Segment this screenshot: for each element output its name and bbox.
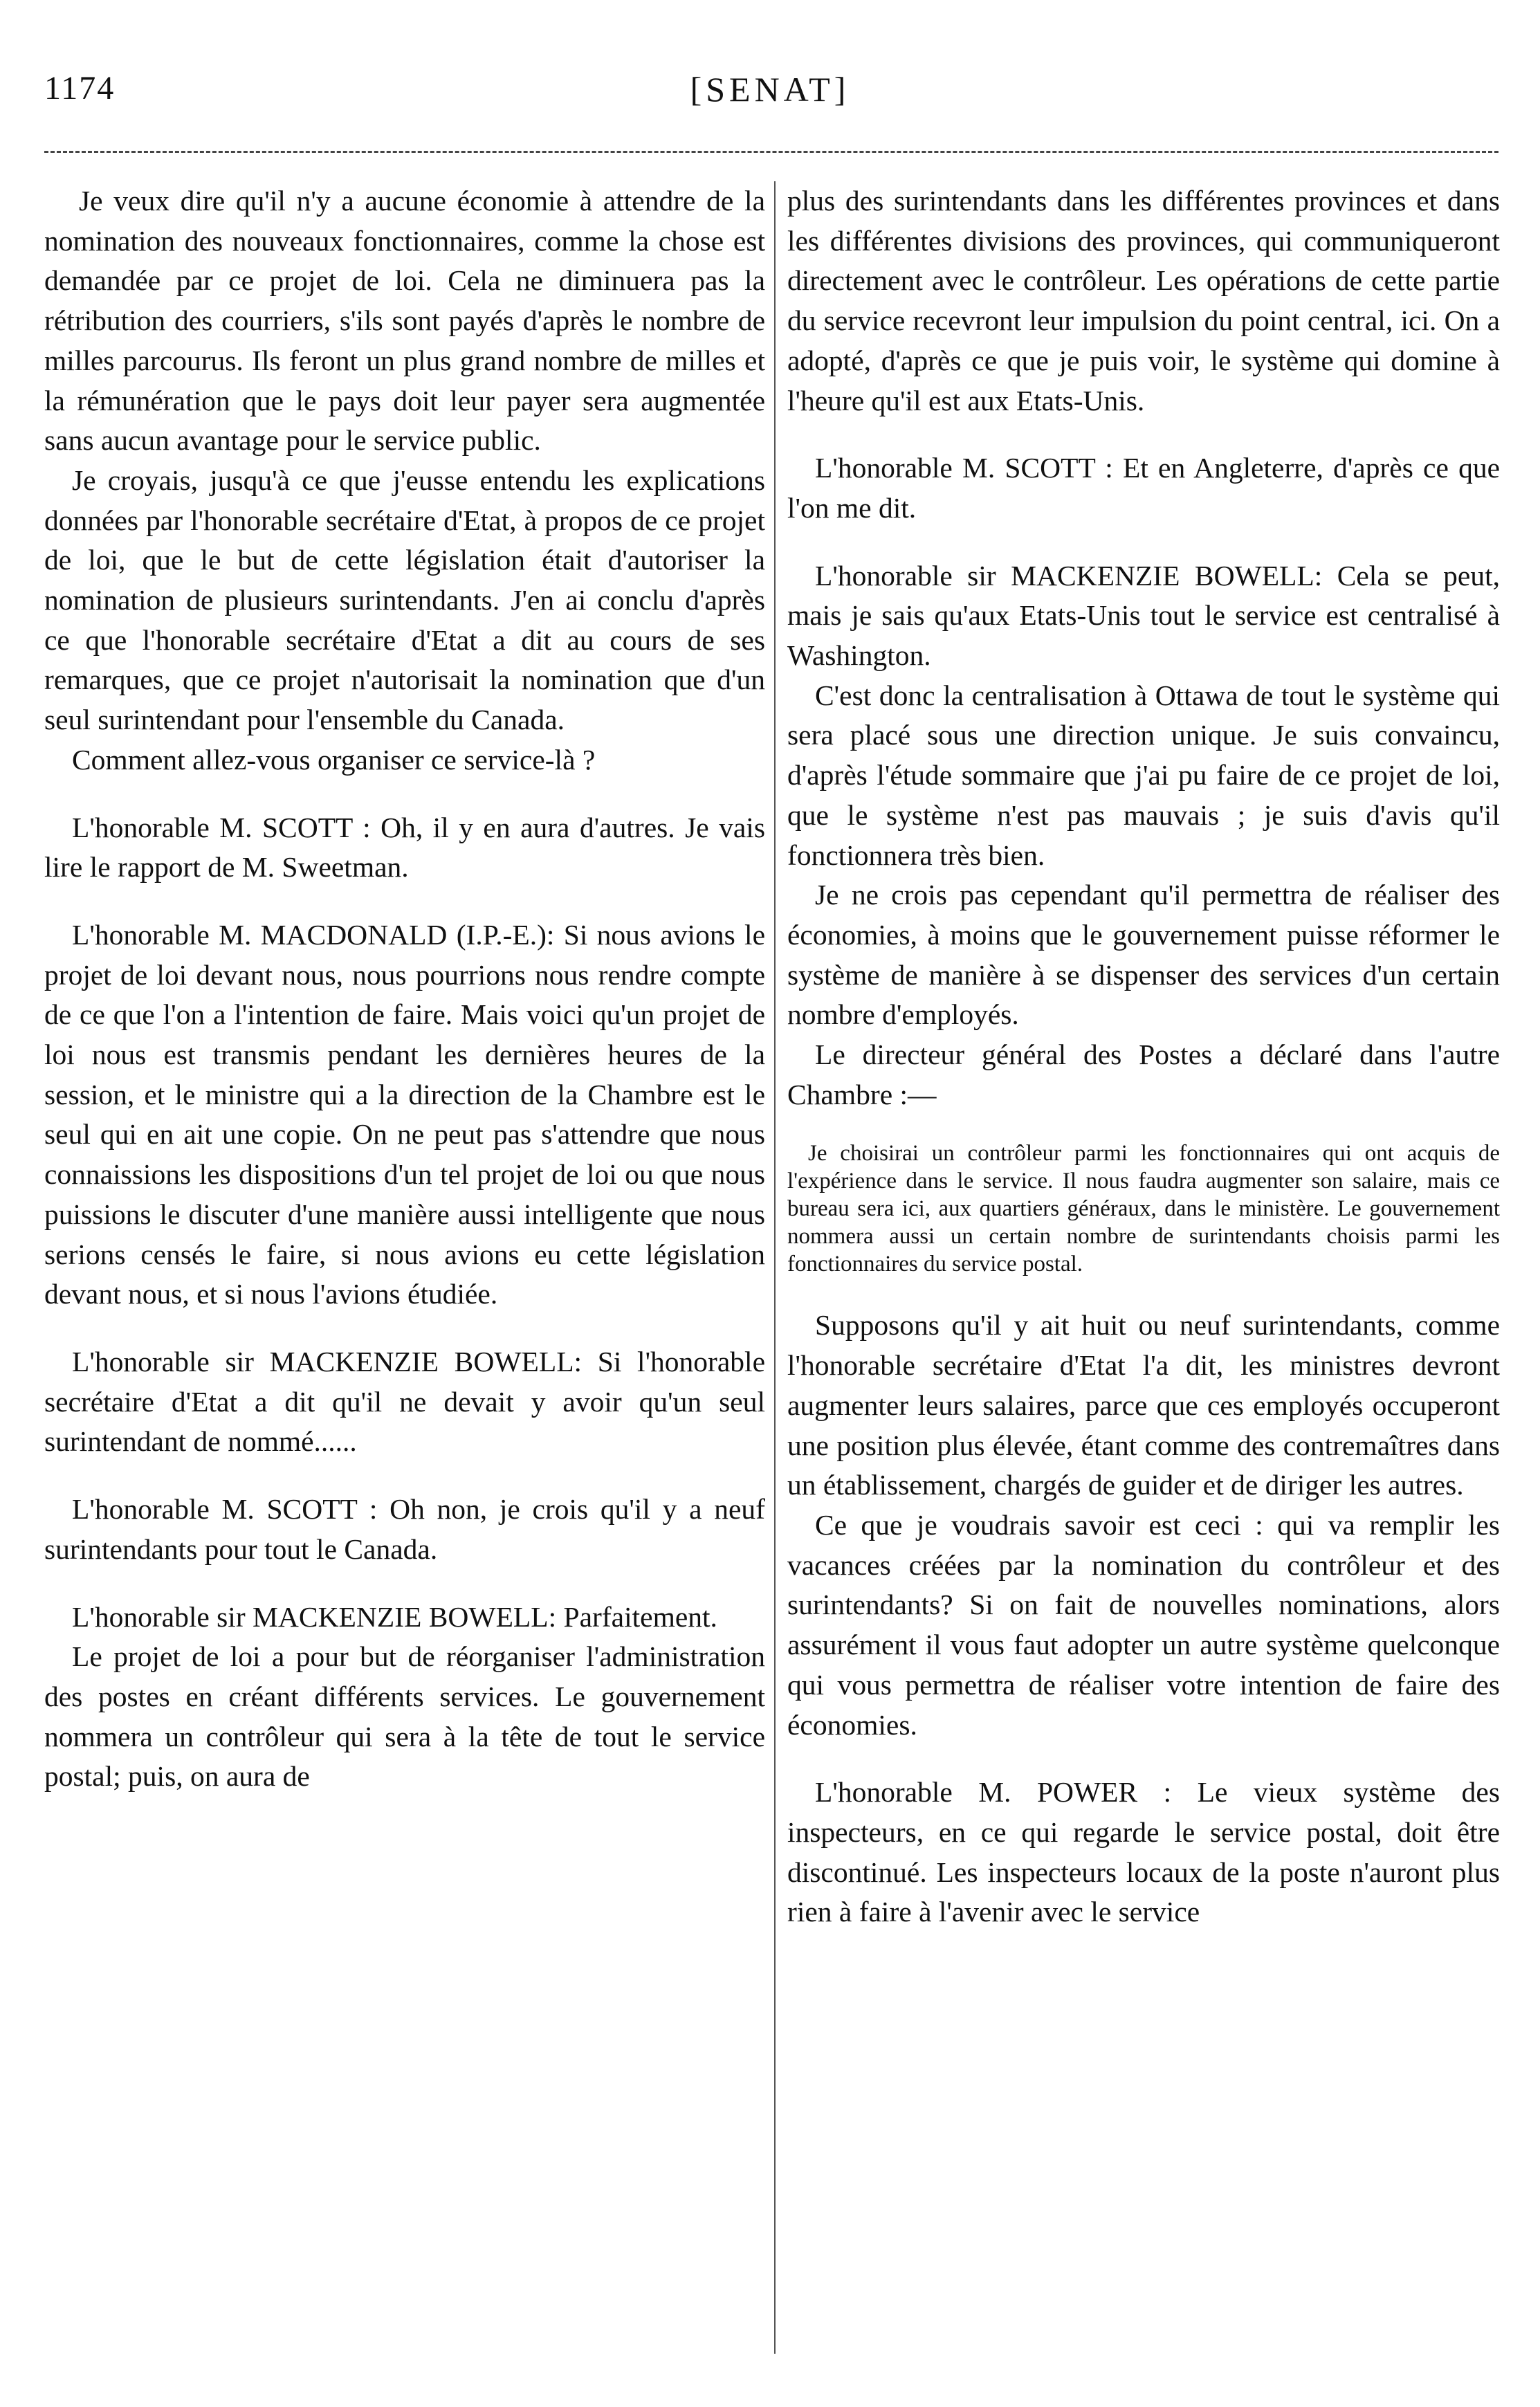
speaker-paragraph: L'honorable sir MACKENZIE BOWELL: Parfaitement. — [72, 1600, 717, 1633]
paragraph: Le directeur général des Postes a déclaré dans l'autre Chambre :— — [787, 1038, 1500, 1110]
column-divider — [774, 181, 776, 2354]
header-rule — [44, 151, 1498, 153]
paragraph: Le projet de loi a pour but de réorganiser l'administration des postes en créant différents services. Le gouvernement nommera un contrôleur qui sera à la tête de tout le service postal; puis, on aura de — [44, 1640, 765, 1793]
speaker-paragraph: L'honorable M. SCOTT : Oh, il y en aura d'autres. Je vais lire le rapport de M. Sweetman. — [44, 811, 765, 884]
running-head: [SENAT] — [690, 70, 850, 109]
speaker-paragraph: L'honorable M. MACDONALD (I.P.-E.): Si nous avions le projet de loi devant nous, nous pourrions nous rendre compte de ce que l'on a l'intention de faire. Mais voici qu'un projet de loi nous est transmis pendant les dernières heures de la session, et le ministre qui a la direction de la Chambre est le seul qui en ait une copie. On ne peut pas s'attendre que nous connaissions les dispositions d'un tel projet de loi ou que nous puissions le discuter d'une manière aussi intelligente que nous serions censés le faire, si nous avions eu cette législation devant nous, et si nous l'avions étudiée. — [44, 918, 765, 1310]
paragraph: Supposons qu'il y ait huit ou neuf surintendants, comme l'honorable secrétaire d'Etat l'a dit, les ministres devront augmenter leurs salaires, parce que ces employés occuperont une position plus élevée, étant comme des contremaîtres dans un établissement, chargés de guider et de diriger les autres. — [787, 1309, 1500, 1501]
paragraph: Je ne crois pas cependant qu'il permettra de réaliser des économies, à moins que le gouvernement puisse réformer le système de manière à se dispenser des services d'un certain nombre d'employés. — [787, 879, 1500, 1031]
speaker-paragraph: L'honorable M. SCOTT : Oh non, je crois qu'il y a neuf surintendants pour tout le Canada. — [44, 1493, 765, 1565]
block-quote: Je choisirai un contrôleur parmi les fonctionnaires qui ont acquis de l'expérience dans le service. Il nous faudra augmenter son salaire, mais ce bureau sera ici, aux quartiers généraux, dans le ministère. Le gouvernement nommera aussi un certain nombre de surintendants choisis parmi les fonctionnaires du service postal. — [787, 1141, 1500, 1277]
speaker-paragraph: L'honorable M. SCOTT : Et en Angleterre, d'après ce que l'on me dit. — [787, 452, 1500, 524]
paragraph: Ce que je voudrais savoir est ceci : qui va remplir les vacances créées par la nomination du contrôleur et des surintendants? Si on fait de nouvelles nominations, alors assurément il vous faut adopter un autre système quelconque qui vous permettra de réaliser votre intention de faire des économies. — [787, 1508, 1500, 1741]
left-column — [44, 181, 765, 1797]
page-number: 1174 — [44, 70, 116, 107]
speaker-paragraph: L'honorable sir MACKENZIE BOWELL: Cela se peut, mais je sais qu'aux Etats-Unis tout le service est centralisé à Washington. — [787, 559, 1500, 672]
paragraph: Comment allez-vous organiser ce service-là ? — [72, 743, 596, 776]
speaker-paragraph: L'honorable sir MACKENZIE BOWELL: Si l'honorable secrétaire d'Etat a dit qu'il ne devait y avoir qu'un seul surintendant de nommé...... — [44, 1345, 765, 1458]
right-column — [787, 181, 1500, 1932]
speaker-paragraph: L'honorable M. POWER : Le vieux système des inspecteurs, en ce qui regarde le service postal, doit être discontinué. Les inspecteurs locaux de la poste n'auront plus rien à faire à l'avenir avec le service — [787, 1776, 1500, 1928]
page-header — [0, 69, 1540, 125]
paragraph: plus des surintendants dans les différentes provinces et dans les différentes divisions des provinces, qui communiqueront directement avec le contrôleur. Les opérations de cette partie du service recevront leur impulsion du point central, ici. On a adopté, d'après ce que je puis voir, le système qui domine à l'heure qu'il est aux Etats-Unis. — [787, 185, 1500, 417]
paragraph: Je veux dire qu'il n'y a aucune économie à attendre de la nomination des nouveaux fonctionnaires, comme la chose est demandée par ce projet de loi. Cela ne diminuera pas la rétribution des courriers, s'ils sont payés d'après le nombre de milles parcourus. Ils feront un plus grand nombre de milles et la rémunération que le pays doit leur payer sera augmentée sans aucun avantage pour le service public. — [44, 185, 765, 457]
paragraph: Je croyais, jusqu'à ce que j'eusse entendu les explications données par l'honorable secrétaire d'Etat, à propos de ce projet de loi, que le but de cette législation était d'autoriser la nomination de plusieurs surintendants. J'en ai conclu d'après ce que l'honorable secrétaire d'Etat a dit au cours de ses remarques, que ce projet n'autorisait la nomination que d'un seul surintendant pour l'ensemble du Canada. — [44, 464, 765, 736]
paragraph: C'est donc la centralisation à Ottawa de tout le système qui sera placé sous une direction unique. Je suis convaincu, d'après l'étude sommaire que j'ai pu faire de ce projet de loi, que le système n'est pas mauvais ; je suis d'avis qu'il fonctionnera très bien. — [787, 679, 1500, 871]
